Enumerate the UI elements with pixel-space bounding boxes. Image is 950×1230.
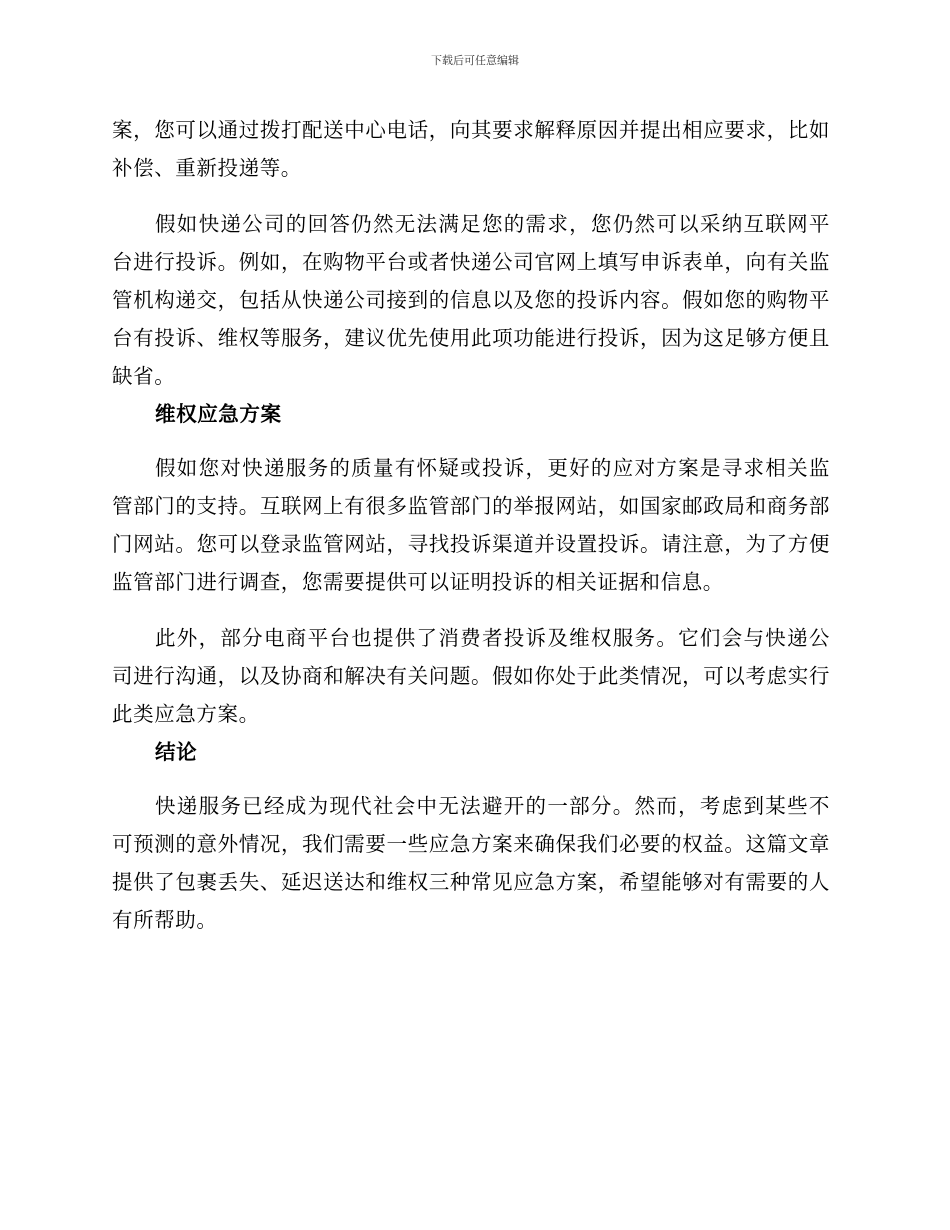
section-heading-rights-protection: 维权应急方案 xyxy=(155,402,282,426)
paragraph-conclusion: 快递服务已经成为现代社会中无法避开的一部分。然而，考虑到某些不可预测的意外情况，我们需要一些应急方案来确保我们必要的权益。这篇文章提供了包裹丢失、延迟送达和维权三种常见应急方案，希望能够对有需要的人有所帮助。 xyxy=(112,794,830,932)
page-header: 下载后可任意编辑 xyxy=(431,54,519,67)
paragraph-online-complaint: 假如快递公司的回答仍然无法满足您的需求，您仍然可以采纳互联网平台进行投诉。例如，在购物平台或者快递公司官网上填写申诉表单，向有关监管机构递交，包括从快递公司接到的信息以及您的投诉内容。假如您的购物平台有投诉、维权等服务，建议优先使用此项功能进行投诉，因为这足够方便且缺省。 xyxy=(112,212,830,388)
paragraph-continuation: 案，您可以通过拨打配送中心电话，向其要求解释原因并提出相应要求，比如补偿、重新投递等。 xyxy=(112,118,830,180)
paragraph-ecommerce-service: 此外，部分电商平台也提供了消费者投诉及维权服务。它们会与快递公司进行沟通，以及协商和解决有关问题。假如你处于此类情况，可以考虑实行此类应急方案。 xyxy=(112,626,830,726)
section-heading-conclusion: 结论 xyxy=(155,740,198,764)
paragraph-regulatory-support: 假如您对快递服务的质量有怀疑或投诉，更好的应对方案是寻求相关监管部门的支持。互联网上有很多监管部门的举报网站，如国家邮政局和商务部门网站。您可以登录监管网站，寻找投诉渠道并设置投诉。请注意，为了方便监管部门进行调查，您需要提供可以证明投诉的相关证据和信息。 xyxy=(112,456,830,594)
document-body xyxy=(112,111,830,939)
